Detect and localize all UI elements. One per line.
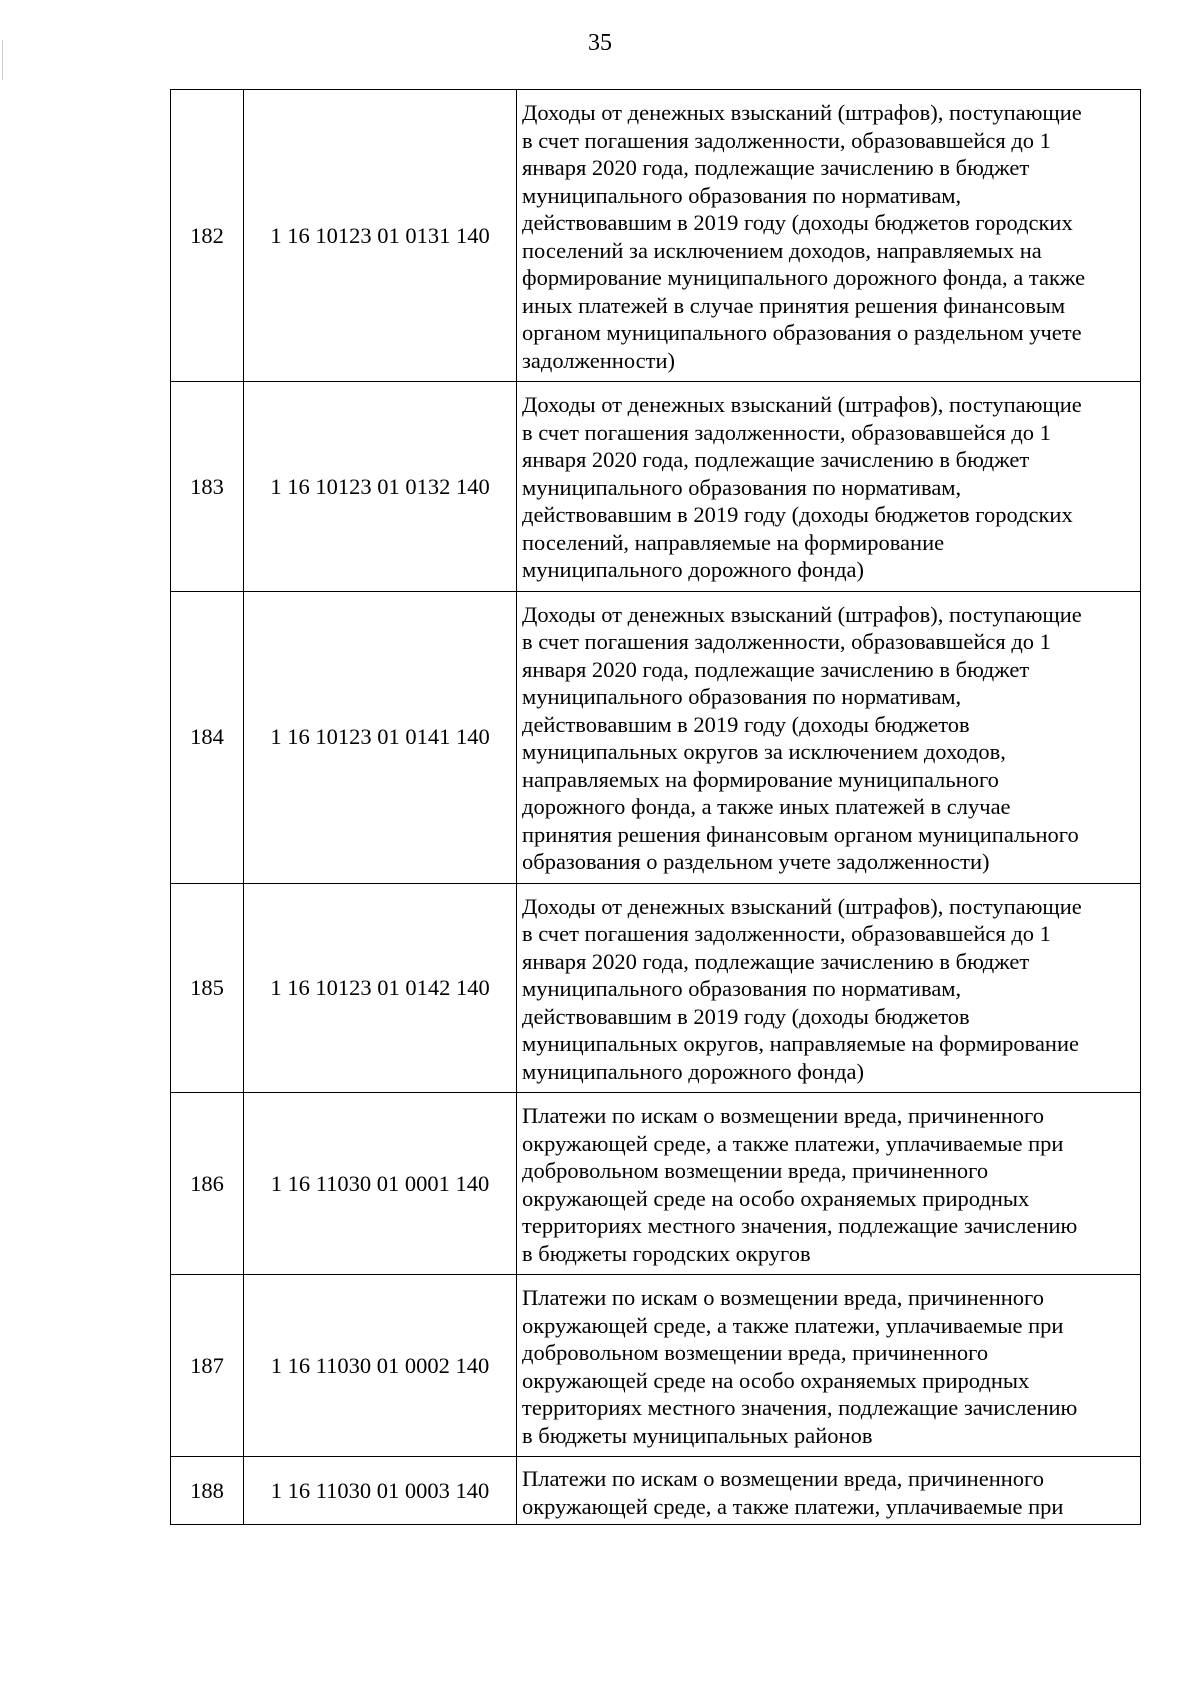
description-line: добровольном возмещении вреда, причиненного	[522, 1340, 989, 1365]
table-row	[171, 1093, 1141, 1275]
description-line: муниципального образования по нормативам,	[522, 474, 962, 500]
description-line: окружающей среде, а также платежи, уплачиваемые при	[522, 1130, 1064, 1156]
description-cell	[517, 1093, 1141, 1275]
table-row	[171, 382, 1141, 592]
description-line: января 2020 года, подлежащие зачислению в бюджет	[522, 656, 1030, 682]
row-number-cell: 184	[171, 591, 244, 883]
description-line: муниципальных округов, направляемые на формирование	[522, 1031, 1079, 1056]
description-line: органом муниципального образования о раздельном учете	[522, 320, 1082, 345]
table-row	[171, 1275, 1141, 1457]
description-line: формирование муниципального дорожного фонда, а также	[522, 265, 1086, 290]
row-number-cell: 186	[171, 1093, 244, 1275]
description-line: Доходы от денежных взысканий (штрафов), поступающие	[522, 392, 1082, 417]
description-cell	[517, 1275, 1141, 1457]
description-line: в бюджеты городских округов	[522, 1240, 811, 1266]
table-body	[171, 90, 1141, 1525]
description-line: окружающей среде на особо охраняемых природных	[522, 1367, 1030, 1393]
row-number-cell: 183	[171, 382, 244, 592]
description-line: поселений за исключением доходов, направляемых на	[522, 237, 1042, 263]
row-number-cell: 182	[171, 90, 244, 382]
table-row	[171, 1457, 1141, 1525]
budget-code-cell: 1 16 10123 01 0132 140	[244, 382, 517, 592]
description-line: иных платежей в случае принятия решения финансовым	[522, 292, 1066, 318]
description-cell	[517, 1457, 1141, 1525]
description-line: муниципального дорожного фонда)	[522, 1058, 865, 1084]
description-line: действовавшим в 2019 году (доходы бюджетов городских	[522, 502, 1073, 527]
description-line: окружающей среде на особо охраняемых природных	[522, 1185, 1030, 1211]
description-line: действовавшим в 2019 году (доходы бюджетов	[522, 711, 970, 737]
description-line: января 2020 года, подлежащие зачислению в бюджет	[522, 948, 1030, 974]
row-number-cell: 188	[171, 1457, 244, 1525]
description-cell	[517, 591, 1141, 883]
budget-code-cell: 1 16 10123 01 0131 140	[244, 90, 517, 382]
description-line: образования о раздельном учете задолженности)	[522, 849, 990, 874]
description-line: действовавшим в 2019 году (доходы бюджетов	[522, 1003, 970, 1029]
description-line: поселений, направляемые на формирование	[522, 529, 945, 555]
description-line: направляемых на формирование муниципального	[522, 766, 999, 792]
description-line: муниципального образования по нормативам,	[522, 182, 962, 208]
description-line: территориях местного значения, подлежащие зачислению	[522, 1213, 1078, 1238]
revenue-code-table	[170, 89, 1141, 1525]
description-line: задолженности)	[522, 347, 675, 373]
row-number-cell: 185	[171, 883, 244, 1093]
description-line: января 2020 года, подлежащие зачислению в бюджет	[522, 447, 1030, 472]
description-line: действовавшим в 2019 году (доходы бюджетов городских	[522, 210, 1073, 235]
description-line: муниципальных округов за исключением доходов,	[522, 739, 1006, 764]
table-row	[171, 883, 1141, 1093]
description-line: окружающей среде, а также платежи, уплачиваемые при	[522, 1493, 1064, 1519]
description-line: в счет погашения задолженности, образовавшейся до 1	[522, 419, 1051, 445]
description-line: Платежи по искам о возмещении вреда, причиненного	[522, 1103, 1044, 1128]
description-line: в бюджеты муниципальных районов	[522, 1422, 873, 1448]
budget-code-cell: 1 16 11030 01 0002 140	[244, 1275, 517, 1457]
description-line: принятия решения финансовым органом муниципального	[522, 821, 1079, 847]
row-number-cell: 187	[171, 1275, 244, 1457]
description-line: января 2020 года, подлежащие зачислению в бюджет	[522, 155, 1030, 180]
budget-code-cell: 1 16 10123 01 0141 140	[244, 591, 517, 883]
description-line: окружающей среде, а также платежи, уплачиваемые при	[522, 1312, 1064, 1338]
description-line: Доходы от денежных взысканий (штрафов), поступающие	[522, 601, 1082, 627]
description-cell	[517, 883, 1141, 1093]
table-row	[171, 591, 1141, 883]
description-line: Доходы от денежных взысканий (штрафов), поступающие	[522, 100, 1082, 125]
page-number: 35	[588, 30, 612, 56]
description-line: Платежи по искам о возмещении вреда, причиненного	[522, 1285, 1044, 1310]
description-line: муниципального образования по нормативам,	[522, 976, 962, 1001]
description-cell	[517, 382, 1141, 592]
description-line: добровольном возмещении вреда, причиненного	[522, 1158, 989, 1183]
budget-code-cell: 1 16 11030 01 0003 140	[244, 1457, 517, 1525]
description-line: в счет погашения задолженности, образовавшейся до 1	[522, 921, 1051, 946]
description-line: в счет погашения задолженности, образовавшейся до 1	[522, 127, 1051, 153]
description-line: территориях местного значения, подлежащие зачислению	[522, 1395, 1078, 1420]
budget-code-cell: 1 16 10123 01 0142 140	[244, 883, 517, 1093]
description-line: Платежи по искам о возмещении вреда, причиненного	[522, 1466, 1044, 1491]
description-line: муниципального дорожного фонда)	[522, 557, 865, 582]
description-line: дорожного фонда, а также иных платежей в случае	[522, 794, 1011, 819]
description-line: в счет погашения задолженности, образовавшейся до 1	[522, 629, 1051, 654]
description-line: Доходы от денежных взысканий (штрафов), поступающие	[522, 893, 1082, 919]
description-line: муниципального образования по нормативам,	[522, 684, 962, 709]
budget-code-cell: 1 16 11030 01 0001 140	[244, 1093, 517, 1275]
table-row	[171, 90, 1141, 382]
description-cell	[517, 90, 1141, 382]
